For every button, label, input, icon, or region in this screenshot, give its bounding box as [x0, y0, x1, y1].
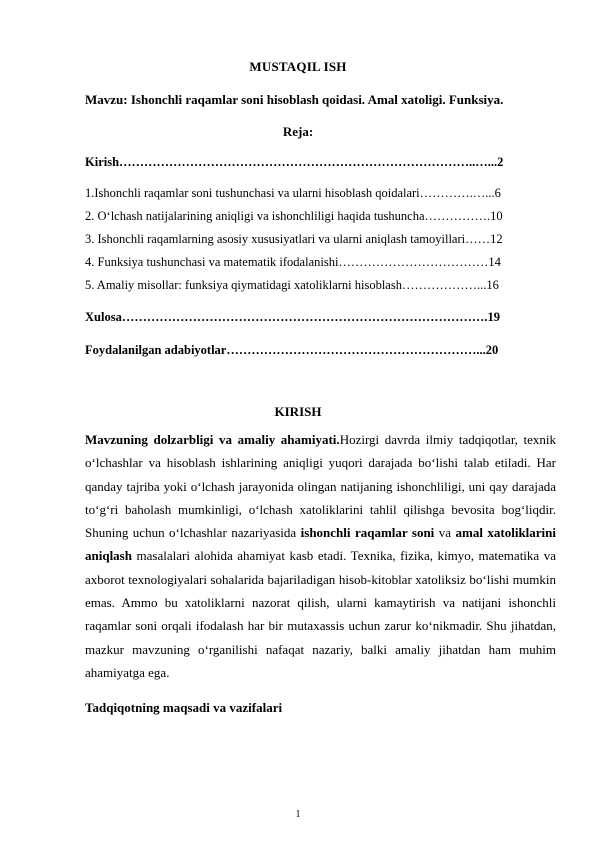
toc-item-5: 5. Amaliy misollar: funksiya qiymatidagi xatoliklarni hisoblash………………...16: [85, 278, 499, 292]
intro-paragraph: [85, 428, 556, 684]
plan-title: Reja:: [282, 124, 314, 139]
toc-item-4: 4. Funksiya tushunchasi va matematik ifodalanishi………………………………14: [85, 255, 501, 269]
intro-text-c: masalalari alohida ahamiyat kasb etadi. Texnika, fizika, kimyo, matematika va axborot texnologiyalari sohalarida bajariladigan hisob-kitoblar xatoliksiz bo‘lishi mumkin emas. Ammo bu xatoliklarni nazorat qilish, ularni kamaytirish va natijani ishonchli raqamlar soni orqali ifodalash har bir mutaxassis uchun zarur ko‘nikmadir. Shu jihatdan, mazkur mavzuning o‘rganilishi nafaqat nazariy, balki amaliy jihatdan ham muhim ahamiyatga ega.: [85, 548, 556, 680]
intro-bold-lead: Mavzuning dolzarbligi va amaliy ahamiyati.: [85, 432, 340, 447]
intro-bold-term-1: ishonchli raqamlar soni: [300, 525, 435, 541]
subject-line: Mavzu: Ishonchli raqamlar soni hisoblash qoidasi. Amal xatoligi. Funksiya.: [85, 92, 504, 107]
toc-references: Foydalanilgan adabiyotlar……………………………………………………...20: [85, 343, 499, 357]
subheading-goals: Tadqiqotning maqsadi va vazifalari: [85, 700, 283, 715]
toc-conclusion: Xulosa…………………………………………………………………………….19: [85, 310, 500, 324]
toc-item-2: 2. O‘lchash natijalarining aniqligi va ishonchliligi haqida tushuncha…………….10: [85, 209, 503, 223]
section-heading-kirish: KIRISH: [274, 404, 322, 419]
toc-item-1: 1.Ishonchli raqamlar soni tushunchasi va ularni hisoblash qoidalari………….…...6: [85, 186, 501, 200]
toc-intro: Kirish…………………………………………………………………………..…...2: [85, 155, 504, 169]
toc-item-3: 3. Ishonchli raqamlarning asosiy xususiyatlari va ularni aniqlash tamoyillari……12: [85, 232, 503, 246]
intro-bold-term-2: amal xatoliklarini aniqlash: [85, 525, 557, 564]
page-number: 1: [295, 809, 301, 820]
document-title: MUSTAQIL ISH: [249, 59, 347, 74]
intro-text-a: Hozirgi davrda ilmiy tadqiqotlar, texnik o‘lchashlar va hisoblash ishlarining aniqligi yuqori darajada bo‘lishi talab etiladi. Har qanday tajriba yoki o‘lchash jarayonida olingan natijaning ishonchliligi, uni qay darajada to‘g‘ri baholash mumkinligi, o‘lchash xatoliklarini tahlil qilishga bevosita bog‘liqdir. Shuning uchun o‘lchashlar nazariyasida: [85, 432, 556, 541]
intro-text-b: va: [434, 525, 456, 541]
